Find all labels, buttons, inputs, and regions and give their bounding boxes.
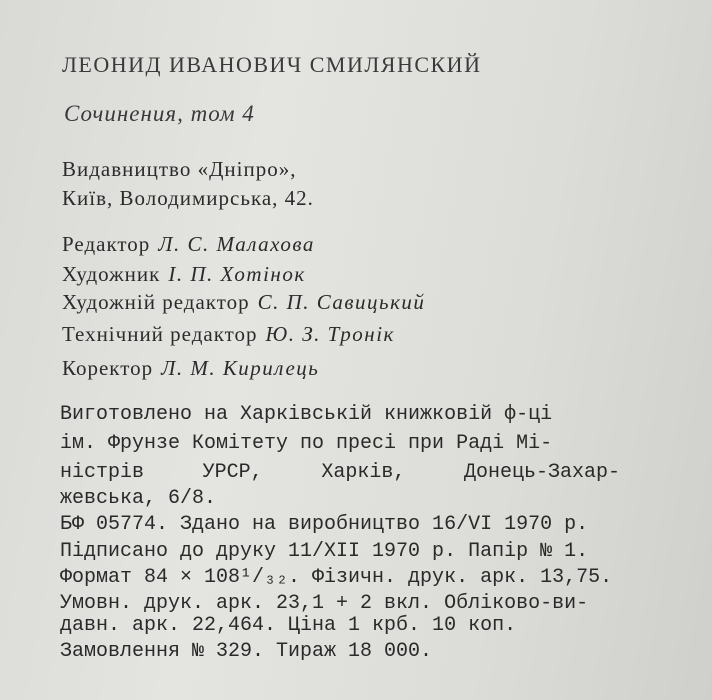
staff-role: Коректор xyxy=(62,356,154,380)
printing-word: Донець-Захар- xyxy=(463,461,620,484)
details-line-6: Замовлення № 329. Тираж 18 000. xyxy=(60,640,433,663)
work-title: Сочинения, том 4 xyxy=(64,101,255,126)
details-line-1: БФ 05774. Здано на виробництво 16/VI 1970 р. xyxy=(60,513,589,536)
details-line-3: Формат 84 × 108¹/₃₂. Фізичн. друк. арк. 13,75. xyxy=(60,566,613,589)
staff-role: Художник xyxy=(62,262,161,286)
details-line-4: Умовн. друк. арк. 23,1 + 2 вкл. Обліково-ви- xyxy=(60,592,589,615)
publisher-name: Видавництво «Дніпро», xyxy=(62,157,297,181)
printing-line-2: ім. Фрунзе Комітету по пресі при Раді Мі- xyxy=(60,432,553,455)
staff-name: Л. М. Кирилець xyxy=(161,356,320,380)
staff-role: Технічний редактор xyxy=(62,322,258,346)
staff-name: І. П. Хотінок xyxy=(168,262,306,286)
staff-name: Ю. З. Тронік xyxy=(265,322,395,346)
staff-role: Редактор xyxy=(62,232,151,256)
details-line-5: давн. арк. 22,464. Ціна 1 крб. 10 коп. xyxy=(60,614,517,637)
staff-artist xyxy=(62,262,306,287)
printing-word: УРСР, xyxy=(202,461,263,484)
staff-name: С. П. Савицький xyxy=(257,290,426,314)
staff-proofreader xyxy=(62,356,319,381)
staff-name: Л. С. Малахова xyxy=(158,232,315,256)
author-name: ЛЕОНИД ИВАНОВИЧ СМИЛЯНСКИЙ xyxy=(62,52,482,77)
staff-art-editor xyxy=(62,290,425,315)
printing-line-1: Виготовлено на Харківській книжковій ф-ці xyxy=(60,403,553,426)
publisher-address: Київ, Володимирська, 42. xyxy=(62,186,314,210)
staff-role: Художній редактор xyxy=(62,290,250,314)
staff-technical-editor xyxy=(62,322,395,347)
printing-line-3 xyxy=(60,461,620,484)
details-line-2: Підписано до друку 11/XII 1970 р. Папір № 1. xyxy=(60,540,589,563)
printing-word: Харків, xyxy=(321,461,406,484)
printing-word: ністрів xyxy=(60,461,145,484)
staff-editor xyxy=(62,232,315,257)
printing-line-4: жевська, 6/8. xyxy=(60,487,217,510)
